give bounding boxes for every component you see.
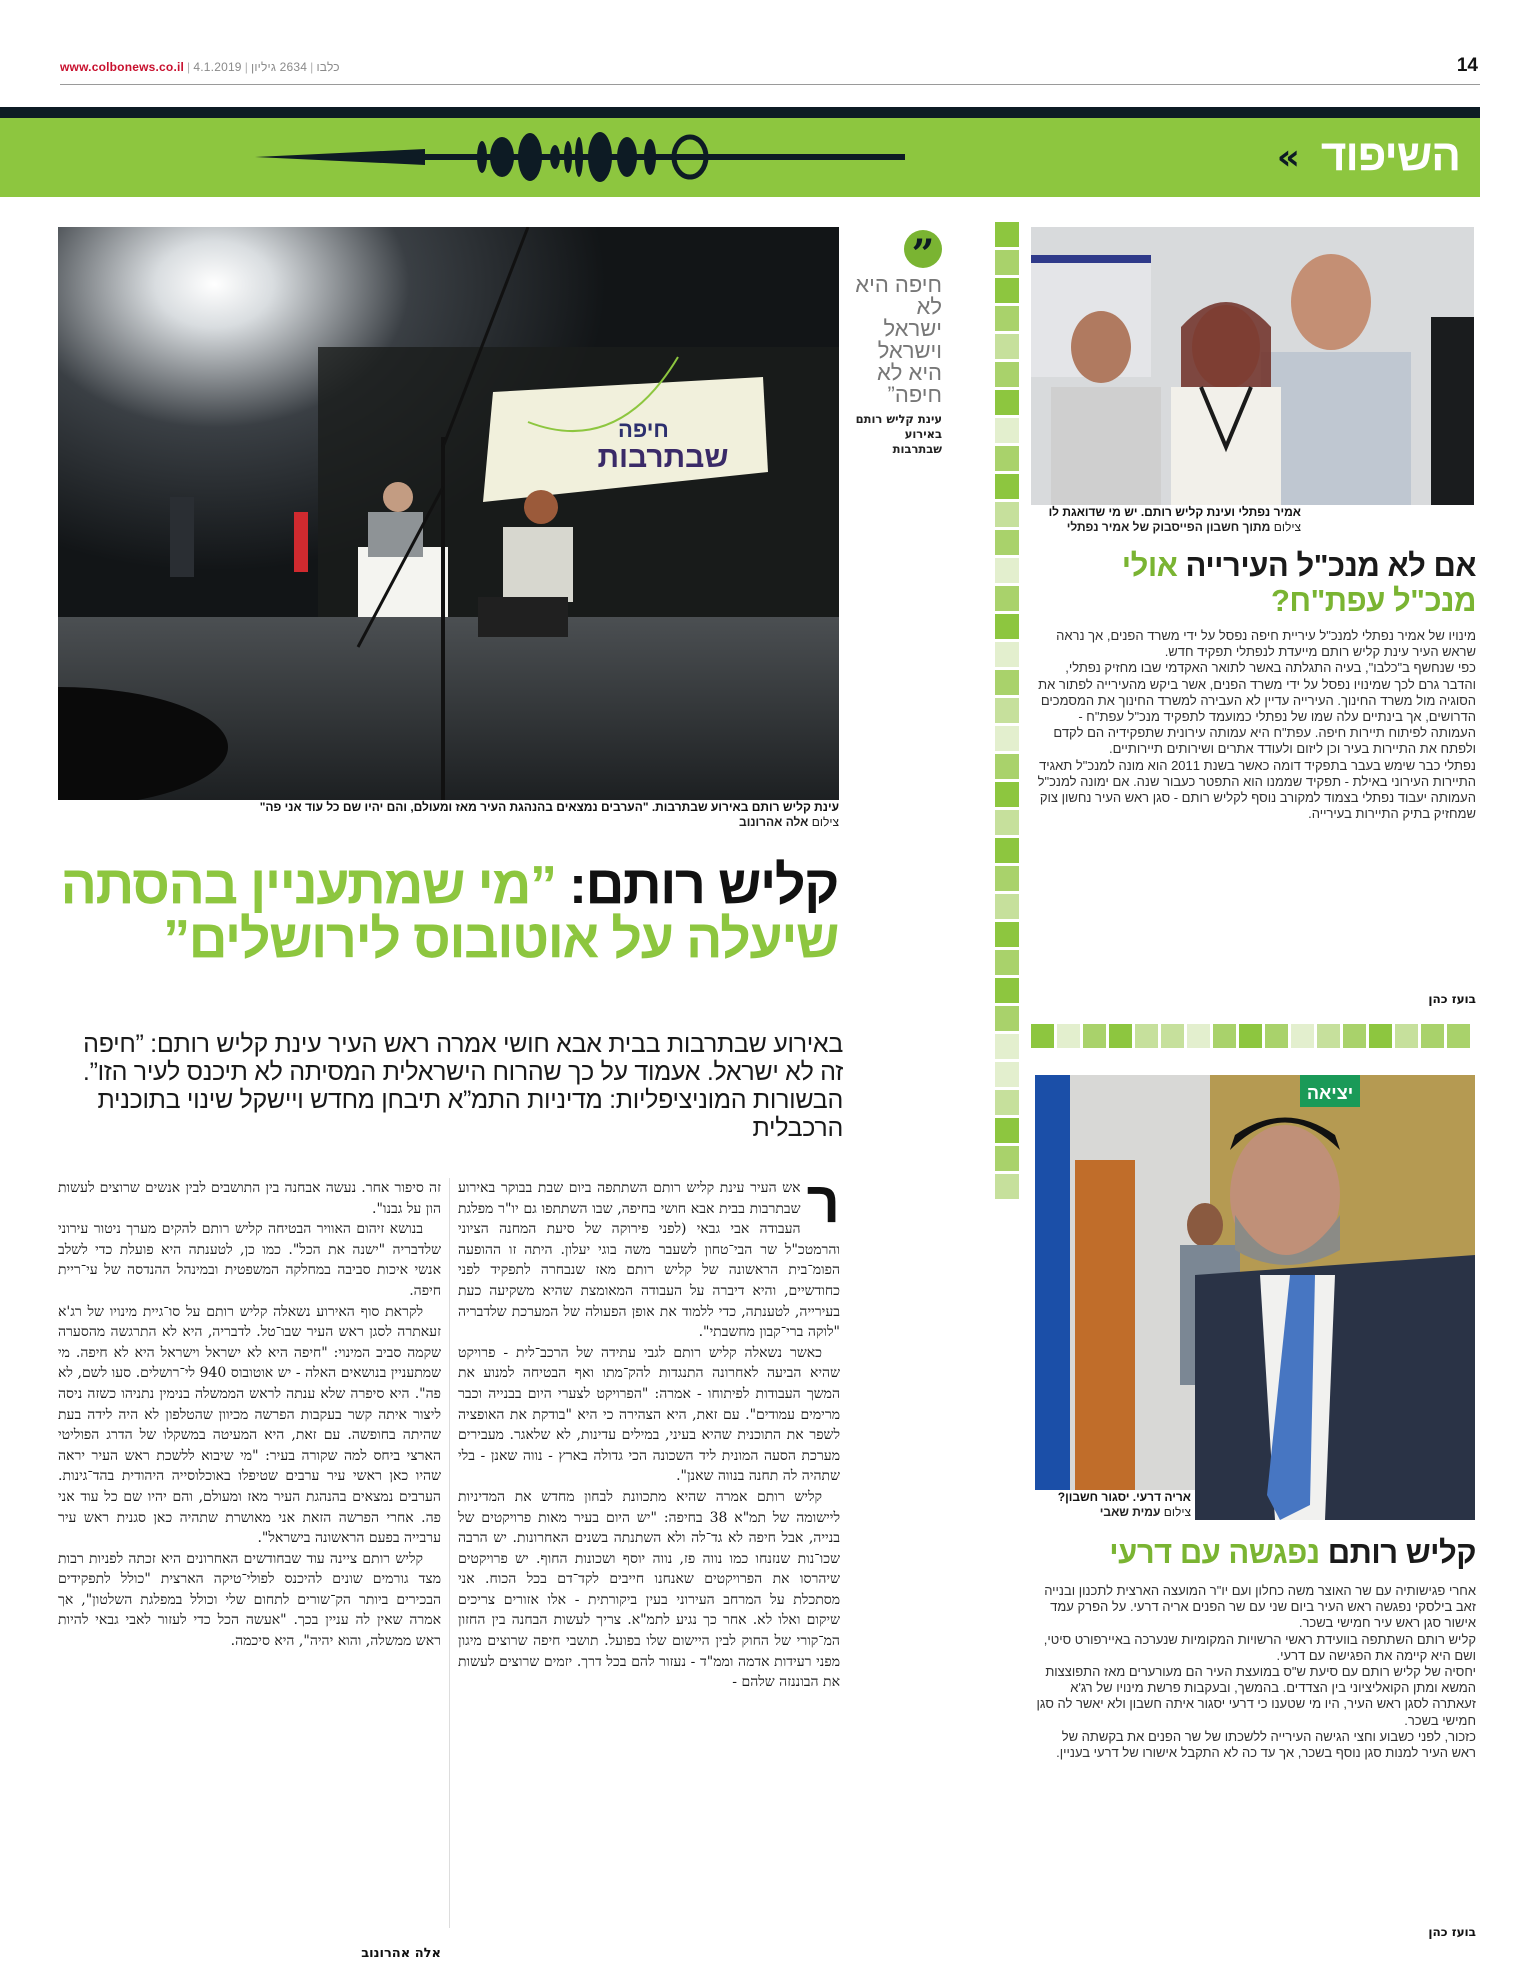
- portrait-photo-icon: [1035, 1075, 1475, 1520]
- credit-name: מתוך חשבון הפייסבוק של אמיר נפתלי: [1066, 520, 1271, 534]
- photo-credit: [1035, 1505, 1191, 1520]
- decorative-square: [995, 922, 1019, 947]
- paragraph: נפתלי כבר שימש בעבר בתפקיד דומה כאשר בשנת 2011 הוא מונה למנכ"ל תאגיד התיירות העירוני באילת - תפקיד שממנו הוא התפטר כעבור שנה. אם ימונה למנכ"ל העמותה יעבוד נפתלי בצמוד למקורב נוסף לקליש רותם - סגן ראש העיר נחשון צוק שמחזיק בתיק התיירות בעירייה.: [1037, 757, 1476, 822]
- decorative-square: [995, 306, 1019, 331]
- credit-label: צילום: [1273, 520, 1301, 534]
- credit-label: צילום: [811, 815, 839, 829]
- paragraph: קליש רותם השתתפה בוועידת ראשי הרשויות המקומיות שנערכה באיירפורט סיטי, ושם היא קיימה את הפגישה עם דרעי.: [1043, 1631, 1476, 1663]
- decorative-square: [995, 754, 1019, 779]
- decorative-squares-vertical: [995, 222, 1019, 1202]
- exit-sign-text: יציאה: [1306, 1083, 1354, 1103]
- quote-mark-icon: ”: [904, 230, 942, 268]
- decorative-square: [995, 726, 1019, 751]
- column-divider: [449, 1178, 450, 1928]
- paragraph: לקראת סוף האירוע נשאלה קליש רותם על סו־גיית מינויו של רג'א זעאתרה לסגן ראש העיר שבו־טל. לדבריה, היא לא התרגשה מהסערה שקמה סביב המינוי: "חיפה היא לא ישראל וישראל היא לא חיפה. מי שמתעניין בנושאים האלה - יש אוטובוס 940 לי־רושלים. סעו לשם, לא פה". היא סיפרה שלא ענתה לראש הממשלה בנימין נתניהו כשזה ניסה ליצור איתה קשר בעקבות הפרשה מכיוון שהטלפון לא היה לידה בעת שהיתה בחופשה. עם זאת, היא המעיטה במשקלו של הדרג הפוליטי הארצי ביחס למה שקורה בעיר: "מי שיבוא ללשכת ראש העיר יראה שהיו כאן ראשי עיר ערבים שטיפלו באוכלוסייה היהודית בהד־גינות. הערבים נמצאים בהנהגת העיר מאז ומעולם, והם יהיו שם כל עוד אני פה. אחרי הפרשה הזאת אני מאושרת שתהיה כאן סגנית ראש עיר ערבייה בפעם הראשונה בישראל".: [58, 1303, 441, 1547]
- caption-text: אמיר נפתלי ועינת קליש רותם. יש מי שדואגת לו: [1048, 505, 1301, 519]
- banner-text-event: שבתרבות: [597, 441, 729, 474]
- stage-event-photo: [58, 227, 839, 800]
- side-story-1-byline: בועז כהן: [1428, 992, 1476, 1006]
- chevron-icon: «: [1276, 137, 1300, 178]
- decorative-square: [995, 250, 1019, 275]
- paragraph: אש העיר עינת קליש רותם השתתפה ביום שבת בבוקר באירוע שבתרבות בבית אבא חושי בחיפה, שבו השתתפו גם יו"ר מפלגת העבודה אבי גבאי (לפני פירוקה של סיעת המחנה הציוני והרמטכ"ל שר הבי־טחון לשעבר משה בוגי יעלון. היתה זו ההופעה הפומ־בית הראשונה של קליש רותם מאז שנבחרה לתפקיד לפני כחודשיים, והיא דיברה על העבודה המאומצת שהיא משקיעה כעת בעירייה, לטענתה, כדי ללמוד את אופן הפעולה של המערכת שלדבריה "לוקה ברי־קבון מחשבתי".: [458, 1180, 840, 1341]
- decorative-square: [1057, 1024, 1080, 1048]
- paragraph: אחרי פגישותיה עם שר האוצר משה כחלון ועם יו"ר המועצה הארצית לתכנון ובנייה זאב בילסקי נפגשה ראש העיר ביום שני עם שר הפנים אריה דרעי. על הפרק עמד אישור סגן ראש עיר חמישי בשכר.: [1044, 1583, 1476, 1631]
- decorative-square: [1317, 1024, 1340, 1048]
- decorative-square: [1291, 1024, 1314, 1048]
- article-column-left: [58, 1178, 441, 1652]
- decorative-square: [995, 418, 1019, 443]
- paragraph: בנושא זיהום האוויר הבטיחה קליש רותם להקים מערך ניטור עירוני שלדבריה "ישנה את הכל". כמו כן, לטענתה היא פועלת כדי לשלב אנשי איכות סביבה במחלקה המשפטית ובמינהל ההנדסה של עי־ריית חיפה.: [58, 1221, 441, 1299]
- decorative-square: [995, 894, 1019, 919]
- decorative-square: [1395, 1024, 1418, 1048]
- paragraph: זה סיפור אחר. נעשה אבחנה בין התושבים לבין אנשים שרוצים לעשות הון על גבנו".: [58, 1180, 441, 1217]
- decorative-square: [995, 334, 1019, 359]
- main-article-byline: אלה אהרונוב: [361, 1946, 441, 1961]
- section-title: השיפוד: [1320, 131, 1460, 180]
- decorative-square: [995, 1006, 1019, 1031]
- decorative-square: [1421, 1024, 1444, 1048]
- decorative-square: [995, 530, 1019, 555]
- caption-text: עינת קליש רותם באירוע שבתרבות. "הערבים נמצאים בהנהגת העיר מאז ומעולם, והם יהיו שם כל עוד אני פה": [259, 800, 839, 814]
- side-photo-1: [1031, 227, 1474, 505]
- side-story-2-body: [1036, 1583, 1476, 1761]
- side-story-2-byline: בועז כהן: [1428, 1925, 1476, 1939]
- paragraph: כזכור, לפני כשבוע וחצי הגישה העירייה ללשכתו של שר הפנים את בקשתה של ראש העיר למנות סגן נוסף בשכר, אך עד כה לא התקבל אישורו של דרעי בעניין.: [1056, 1728, 1476, 1761]
- headline-green: נפגשה עם דרעי: [1109, 1535, 1320, 1570]
- paragraph: כפי שנחשף ב"כלבו", בעיה התגלתה באשר לתואר האקדמי שבו מחזיק נפתלי, והדבר גרם לכך שמינויו נפסל על ידי משרד הפנים, אשר ביקש מהעירייה לפתור את הסוגיה מול משרד החינוך. העירייה עדיין לא העבירה למשרד החינוך את המסמכים הדרושים, אך בינתיים עלה שמו של נפתלי כמועמד לתפקיד מנכ"ל עפת"ח - העמותה לפיתוח תיירות חיפה. עפת"ח היא עמותה עירונית שתפקידיה הם לקדם ולפתח את התיירות בעיר וכן ליזום ולעודד אתרים ושירותים תיירותיים.: [1038, 660, 1476, 757]
- main-photo-caption: [58, 800, 839, 838]
- caption-text: אריה דרעי. יסגור חשבון?: [1057, 1490, 1191, 1504]
- decorative-square: [995, 1118, 1019, 1143]
- decorative-square: [1265, 1024, 1288, 1048]
- photo-credit: [1031, 520, 1301, 535]
- decorative-square: [995, 670, 1019, 695]
- decorative-square: [1031, 1024, 1054, 1048]
- headline-black: קליש רותם: [1327, 1535, 1476, 1570]
- decorative-square: [995, 1174, 1019, 1199]
- decorative-square: [995, 474, 1019, 499]
- headline-green: ”מי שמתעניין בהסתה שיעלה על אוטובוס לירושלים”: [60, 855, 838, 969]
- decorative-square: [995, 278, 1019, 303]
- paragraph: קליש רותם ציינה עוד שבחודשים האחרונים היא זכתה לפניות רבות מצד גורמים שונים להיכנס לפולי־טיקה הארצית "כולל לתפקידים הבכירים ביותר הק־שורים לתחום שלי וכולל במפלגת השלטון", אך אמרה שאין לה עניין בכך. "אעשה הכל כדי לעזור לאבי גבאי להיות ראש ממשלה, והוא יהיה", היא סיכמה.: [58, 1550, 441, 1650]
- main-headline: [58, 855, 838, 969]
- decorative-square: [995, 1034, 1019, 1059]
- page-number: 14: [1456, 55, 1478, 76]
- decorative-square: [995, 1090, 1019, 1115]
- section-banner: [0, 107, 1480, 197]
- decorative-square: [995, 614, 1019, 639]
- credit-label: צילום: [1163, 1505, 1191, 1519]
- decorative-square: [1239, 1024, 1262, 1048]
- portrait-photo-icon: [1031, 227, 1474, 505]
- side-photo-2: [1035, 1075, 1475, 1520]
- pull-quote-text: חיפה היא לא ישראל וישראל היא לא חיפה”: [855, 272, 942, 407]
- decorative-square: [995, 838, 1019, 863]
- side-story-2-headline: [1031, 1535, 1476, 1571]
- publication-name: כלבו: [316, 60, 340, 74]
- headline-black: אם לא מנכ"ל העירייה: [1185, 548, 1476, 583]
- decorative-square: [1135, 1024, 1158, 1048]
- headline-green: אולי: [1121, 548, 1178, 583]
- main-subhead: באירוע שבתרבות בבית אבא חושי אמרה ראש העיר עינת קליש רותם: ”חיפה זה לא ישראל. אעמוד על כך שהרוח הישראלית המסיתה לא תיכנס לעיר הזו”. הבשורות המוניציפליות: מדיניות התמ”א תיבחן מחדש ויישקל שינוי בתוכנית הרכבלית: [82, 1030, 843, 1142]
- decorative-square: [995, 390, 1019, 415]
- headline-green-line2: מנכ"ל עפת"ח?: [1270, 583, 1476, 618]
- side-story-1-headline: [1031, 548, 1476, 618]
- decorative-square: [995, 446, 1019, 471]
- issue-date: 4.1.2019: [193, 60, 242, 74]
- decorative-square: [1343, 1024, 1366, 1048]
- decorative-square: [995, 810, 1019, 835]
- drop-cap: ר: [806, 1170, 840, 1235]
- main-photo: [58, 227, 839, 800]
- decorative-square: [1083, 1024, 1106, 1048]
- decorative-square: [1161, 1024, 1184, 1048]
- site-url[interactable]: www.colbonews.co.il: [60, 60, 185, 74]
- decorative-square: [995, 978, 1019, 1003]
- decorative-square: [995, 1062, 1019, 1087]
- article-column-right: [458, 1170, 840, 1693]
- credit-name: עמית שאבי: [1099, 1505, 1161, 1519]
- decorative-square: [995, 642, 1019, 667]
- decorative-square: [995, 698, 1019, 723]
- skewer-icon: [255, 125, 955, 189]
- photo-credit: [58, 815, 839, 830]
- decorative-square: [995, 558, 1019, 583]
- decorative-square: [995, 1146, 1019, 1171]
- headline-black: קליש רותם:: [568, 855, 838, 915]
- pull-quote-attribution: עינת קליש רותם באירוע שבתרבות: [855, 412, 942, 456]
- paragraph: כאשר נשאלה קליש רותם לגבי עתידה של הרכב־לית - פרויקט שהיא הביעה לאחרונה התנגדות להק־מתו ואף הבטיחה למנוע את המשך העבודות לפיתוחו - אמרה: "הפרויקט לצערי היום בבנייה וכבר מרימים עמודים". עם זאת, היא הצהירה כי היא "בודקת את האופציה לשפר את התוכנית שהיא בעיני, במילים עדינות, לא שלאגר. מעבירים מערכת הסעה המונית ליד השכונה הכי גדולה בארץ - נווה שאנן - בלי שתהיה לה תחנה בנווה שאנן".: [458, 1344, 840, 1485]
- decorative-square: [1369, 1024, 1392, 1048]
- decorative-square: [995, 782, 1019, 807]
- decorative-square: [1447, 1024, 1470, 1048]
- paragraph: יחסיה של קליש רותם עם סיעת ש"ס במועצת העיר הם מעורערים מאז התפוצצות המשא ומתן הקואליציוני בין הצדדים. בהמשך, ובעקבות פרשת מינויו של רג'א זעאתרה לסגן ראש העיר, היו מי שטענו כי דרעי יסגור איתה חשבון ולא יאשר לה סגן חמישי בשכר.: [1036, 1664, 1476, 1728]
- banner-dark-strip: [0, 107, 1480, 118]
- side-photo-2-caption: [1035, 1490, 1195, 1522]
- decorative-squares-horizontal: [1031, 1024, 1470, 1048]
- decorative-square: [995, 586, 1019, 611]
- page-header: [60, 55, 1480, 85]
- decorative-square: [995, 502, 1019, 527]
- decorative-square: [995, 866, 1019, 891]
- side-story-1-body: [1036, 628, 1476, 822]
- paragraph: קליש רותם אמרה שהיא מתכוונת לבחון מחדש את המדיניות ליישומה של תמ"א 38 בחיפה: "יש היום בעיר מאות פרויקטים של בנייה, אבל חיפה לא גד־לה ולא השתנתה בשנים האחרונות. יש הרבה שכו־נות שנזנחו כמו נווה פז, נווה יוסף ושכונות החוף. יש פרויקטים שיהרסו את הפרויקטים שאנחנו חייבים לקד־דם בכל הכוח. אני מסתכלת על המרחב העירוני בעין ביקורתית - אלו אזורים צריכים שיקום ואלו לא. אחר כך נגיע לתמ"א. צריך לעשות הבחנה בין החזון המ־קורי של החוק לבין היישום שלו בפועל. תושבי חיפה שרוצים מיגון מפני רעידות אדמה וממ"ד - נעזור להם בכל דרך. יזמים שרוצים לעשות את הבוננזה שלהם -: [458, 1488, 840, 1691]
- banner-text-haifa: חיפה: [618, 417, 669, 442]
- issue-number: 2634 גיליון: [251, 60, 308, 74]
- decorative-square: [1109, 1024, 1132, 1048]
- publication-meta: www.colbonews.co.il | כלבו|2634 גיליון|4.1.2019: [60, 60, 340, 74]
- decorative-square: [995, 950, 1019, 975]
- paragraph: מינויו של אמיר נפתלי למנכ"ל עיריית חיפה נפסל על ידי משרד הפנים, אך נראה שראש העיר עינת קליש רותם מייעדת לנפתלי תפקיד חדש.: [1056, 628, 1476, 660]
- side-photo-1-caption: [1031, 505, 1301, 535]
- pull-quote: [852, 230, 942, 457]
- decorative-square: [1187, 1024, 1210, 1048]
- decorative-square: [995, 222, 1019, 247]
- decorative-square: [1213, 1024, 1236, 1048]
- credit-name: אלה אהרונוב: [739, 815, 809, 829]
- decorative-square: [995, 362, 1019, 387]
